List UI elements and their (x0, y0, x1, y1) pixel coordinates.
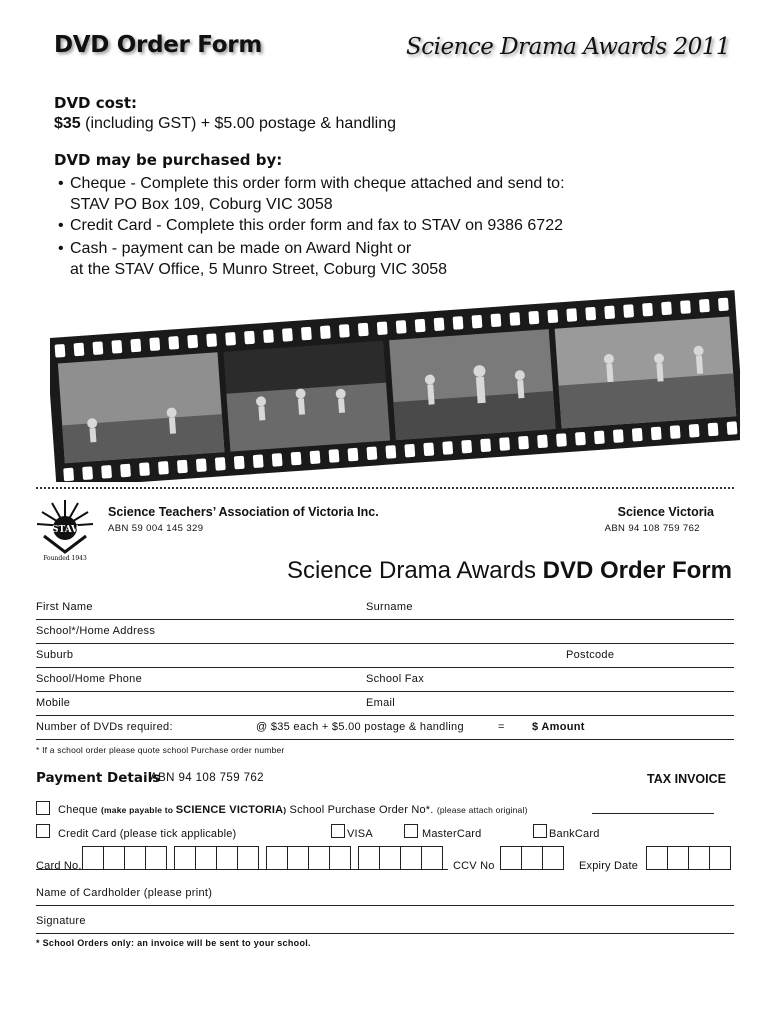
cheque-checkbox[interactable] (36, 801, 50, 815)
card-number-group-3[interactable] (266, 846, 350, 870)
card-number-underline (36, 869, 448, 870)
card-number-group-4[interactable] (358, 846, 442, 870)
footnote: * School Orders only: an invoice will be sent to your school. (36, 938, 311, 948)
payment-heading: Payment Details (36, 770, 161, 786)
stav-logo-icon (34, 496, 96, 562)
postcode-label: Postcode (566, 649, 615, 661)
cost-line (54, 115, 396, 133)
surname-label: Surname (366, 601, 413, 613)
event-title: Science Drama Awards 2011 (405, 34, 730, 60)
list-item: • Cash - payment can be made on Award Night or at the STAV Office, 5 Munro Street, Coburg VIC 3058 (58, 240, 448, 278)
fax-label: School Fax (366, 673, 425, 685)
cut-line (36, 487, 734, 489)
signature-label: Signature (36, 915, 86, 927)
svg-text:Founded 1943: Founded 1943 (43, 555, 87, 562)
expiry-boxes[interactable] (646, 846, 730, 870)
signature-row[interactable] (36, 910, 734, 934)
phone-row[interactable] (36, 668, 734, 692)
partner-name: Science Victoria (617, 505, 714, 519)
purchase-heading: DVD may be purchased by: (54, 151, 283, 169)
bankcard-label: BankCard (549, 828, 600, 840)
tax-invoice-label: TAX INVOICE (647, 772, 726, 786)
partner-abn: ABN 94 108 759 762 (604, 523, 700, 534)
email-label: Email (366, 697, 396, 709)
num-dvds-label: Number of DVDs required: (36, 721, 173, 733)
equals-sign: = (498, 721, 505, 733)
quantity-row[interactable] (36, 716, 734, 740)
amount-label: $ Amount (532, 721, 585, 733)
list-item: • Cheque - Complete this order form with cheque attached and send to: STAV PO Box 109, Coburg VIC 3058 (58, 175, 565, 213)
suburb-label: Suburb (36, 649, 74, 661)
org-abn: ABN 59 004 145 329 (108, 523, 204, 534)
mobile-label: Mobile (36, 697, 71, 709)
credit-card-label: Credit Card (please tick applicable) (58, 828, 237, 840)
visa-checkbox[interactable] (331, 824, 345, 838)
address-label: School*/Home Address (36, 625, 156, 637)
first-name-label: First Name (36, 601, 93, 613)
form-title: Science Drama Awards DVD Order Form (286, 557, 732, 584)
page-title: DVD Order Form (54, 32, 262, 58)
ccv-label: CCV No (453, 860, 495, 872)
cardholder-label: Name of Cardholder (please print) (36, 887, 213, 899)
ccv-boxes[interactable] (500, 846, 563, 870)
price-details: (including GST) + $5.00 postage & handling (80, 115, 397, 132)
visa-label: VISA (347, 828, 373, 840)
price: $35 (54, 115, 81, 132)
unit-price-label: @ $35 each + $5.00 postage & handling (256, 721, 464, 733)
suburb-row[interactable] (36, 644, 734, 668)
mastercard-checkbox[interactable] (404, 824, 418, 838)
mastercard-label: MasterCard (422, 828, 482, 840)
card-number-group-2[interactable] (174, 846, 258, 870)
card-number-label: Card No. (36, 860, 82, 872)
cardholder-row[interactable] (36, 882, 734, 906)
mobile-row[interactable] (36, 692, 734, 716)
org-name: Science Teachers’ Association of Victoria Inc. (108, 505, 379, 519)
name-row[interactable] (36, 596, 734, 620)
school-order-note: * If a school order please quote school Purchase order number (36, 745, 285, 755)
cheque-label: Cheque (make payable to SCIENCE VICTORIA) School Purchase Order No*. (please attach original) (58, 804, 528, 816)
expiry-label: Expiry Date (579, 860, 639, 872)
card-number-group-1[interactable] (82, 846, 166, 870)
po-number-line[interactable] (592, 813, 714, 814)
svg-text:STAV: STAV (51, 525, 79, 535)
credit-card-checkbox[interactable] (36, 824, 50, 838)
address-row[interactable] (36, 620, 734, 644)
cost-heading: DVD cost: (54, 94, 138, 112)
list-item: • Credit Card - Complete this order form and fax to STAV on 9386 6722 (58, 217, 563, 234)
phone-label: School/Home Phone (36, 673, 142, 685)
bankcard-checkbox[interactable] (533, 824, 547, 838)
film-strip-photos (50, 282, 740, 482)
payment-abn: ABN 94 108 759 762 (150, 772, 264, 784)
